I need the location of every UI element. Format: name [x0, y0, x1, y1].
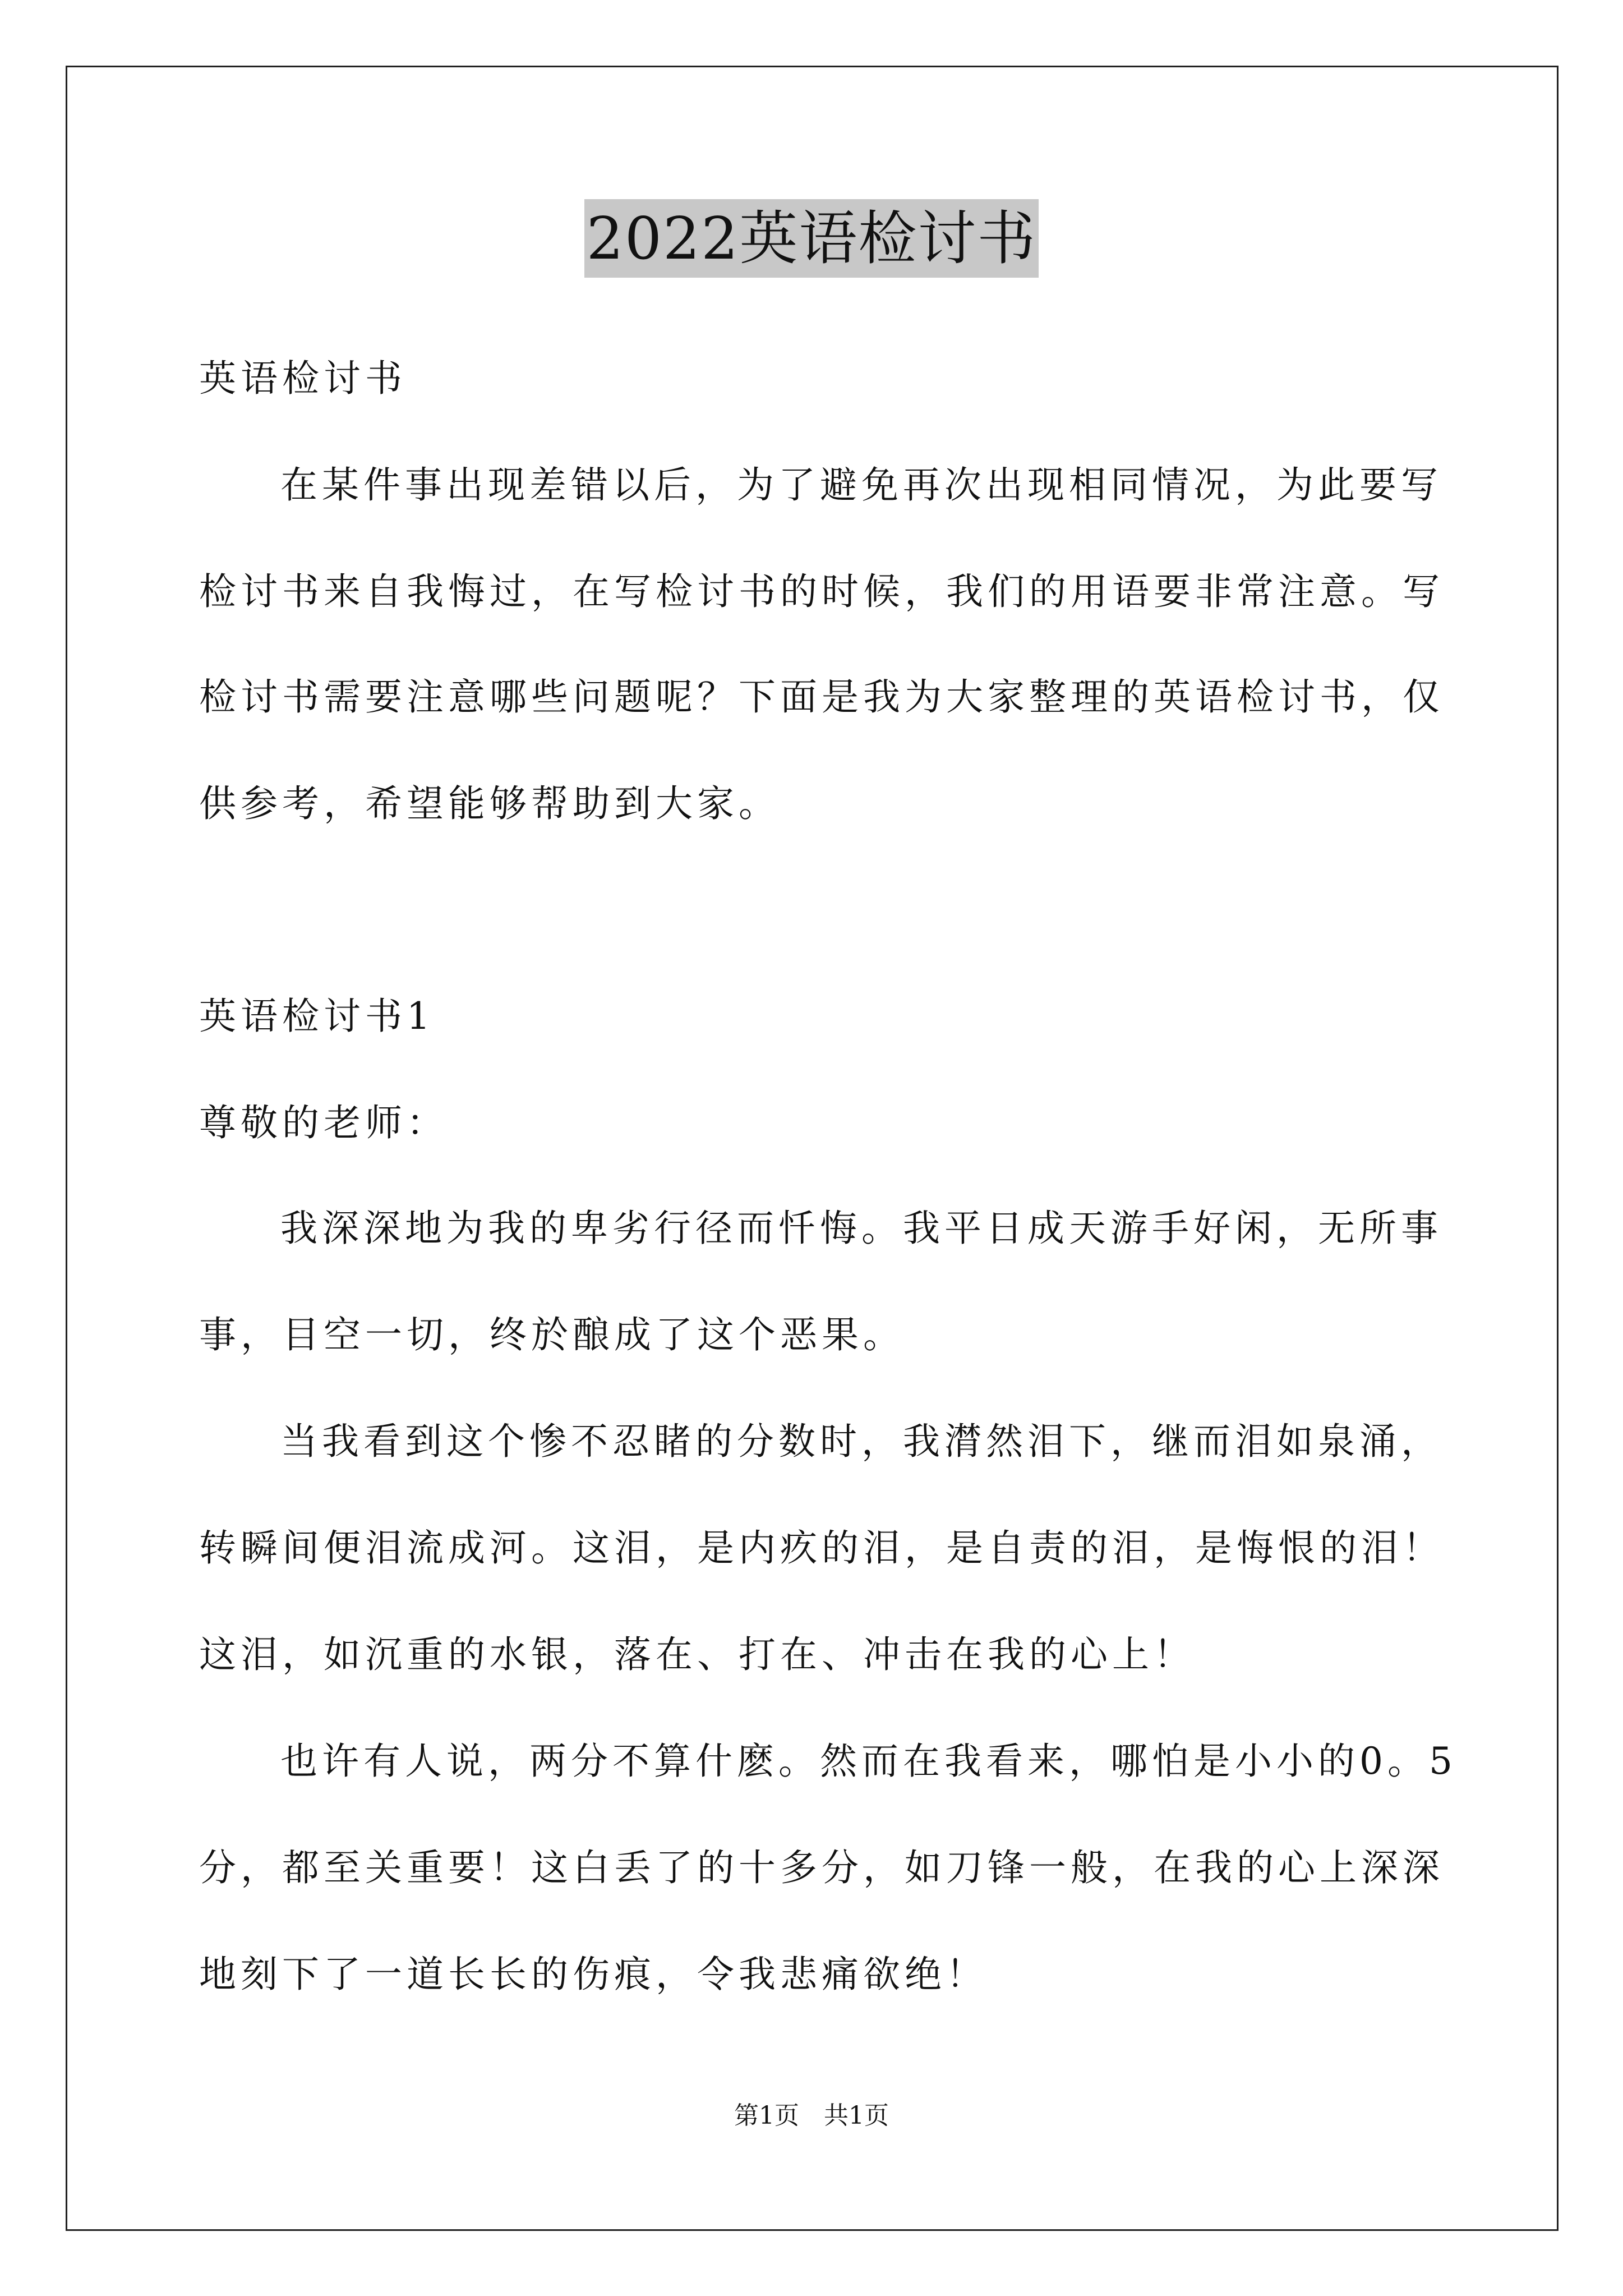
salutation: 尊敬的老师： [199, 1101, 448, 1144]
paragraph-line: 地刻下了一道长长的伤痕，令我悲痛欲绝！ [199, 1953, 988, 1996]
intro-line: 在某件事出现差错以后，为了避免再次出现相同情况，为此要写 [280, 463, 1442, 507]
document-title: 2022英语检讨书 [584, 199, 1039, 278]
paragraph-line: 当我看到这个惨不忍睹的分数时，我潸然泪下，继而泪如泉涌， [280, 1420, 1442, 1463]
intro-line: 检讨书来自我悔过，在写检讨书的时候，我们的用语要非常注意。写 [199, 570, 1444, 613]
intro-line: 供参考，希望能够帮助到大家。 [199, 782, 780, 825]
intro-line: 检讨书需要注意哪些问题呢？下面是我为大家整理的英语检讨书，仅 [199, 675, 1444, 719]
paragraph-line: 也许有人说，两分不算什麽。然而在我看来，哪怕是小小的0。5 [280, 1740, 1457, 1783]
page-footer: 第1页 共1页 [734, 2101, 889, 2130]
paragraph-line: 转瞬间便泪流成河。这泪，是内疚的泪，是自责的泪，是悔恨的泪！ [199, 1526, 1444, 1570]
paragraph-line: 这泪，如沉重的水银，落在、打在、冲击在我的心上！ [199, 1633, 1195, 1676]
paragraph-line: 我深深地为我的卑劣行径而忏悔。我平日成天游手好闲，无所事 [280, 1207, 1442, 1250]
section-title: 英语检讨书1 [199, 995, 435, 1038]
paragraph-line: 事，目空一切，终於酿成了这个恶果。 [199, 1313, 905, 1356]
document-heading: 英语检讨书 [199, 357, 407, 400]
paragraph-line: 分，都至关重要！这白丢了的十多分，如刀锋一般，在我的心上深深 [199, 1846, 1444, 1889]
title-container [0, 199, 1623, 278]
